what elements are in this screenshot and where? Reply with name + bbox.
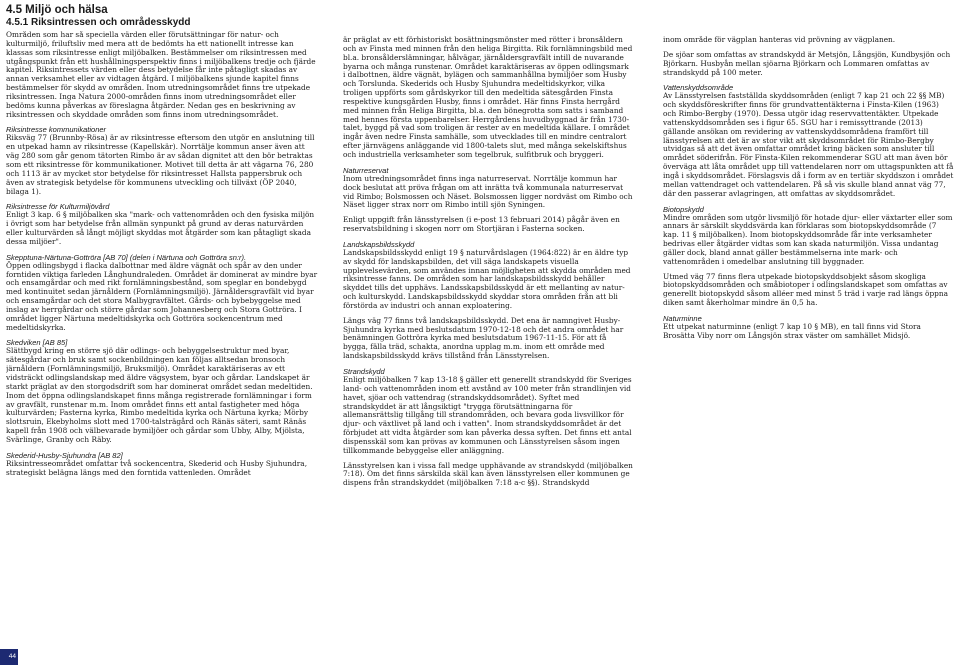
- text-column-middle: [343, 36, 633, 600]
- paragraph-naturminne: Ett utpekat naturminne (enligt 7 kap 10 § MB), en tall finns vid Stora Brosätta Viby norr om Långsjön strax väster om samhället Midsjö.: [663, 321, 921, 340]
- subheading-skepptuna: Skepptuna-Närtuna-Gottröra [AB 70] (delen i Närtuna och Gottröra sn:r).: [6, 252, 247, 262]
- paragraph-biotop-vag77: Utmed väg 77 finns flera utpekade biotopskyddsobjekt såsom skogliga biotopskyddsområden och småbiotoper i odlingslandskapet som omfattas av generellt biotopskydd såsom alléer med minst 5 träd i varje rad längs öppna diken samt åkerholmar mindre än 0,5 ha.: [663, 271, 948, 308]
- paragraph-kommunikationer: Riksväg 77 (Brunnby-Rösa) är av riksintresse eftersom den utgör en anslutning till en utpekad hamn av riksintresse (Kapellskär). Norrtälje kommun anser även att väg 280 som går genom tätorten Rimbo är av sådan dignitet att den bör betraktas som ett riksintresse för kommunikationer. Motivet till detta är att vägarna 76, 280 och 1113 är av mycket stor betydelse för riksintresset Hallsta pappersbruk och även av strategisk betydelse för kommunens utveckling och tillväxt (ÖP 2040, bilaga 1).: [6, 133, 315, 196]
- subheading-strandskydd: Strandskydd: [343, 367, 385, 376]
- page-title: 4.5 Miljö och hälsa: [6, 4, 108, 16]
- paragraph-strandskydd: Enligt miljöbalken 7 kap 13-18 § gäller ett generellt strandskydd för Sveriges land- och vattenområden inom ett avstånd av 100 meter från strandlinjen vid havet, sjöar och vattendrag (strandskyddsområdet). Syftet med strandskyddet är att långsiktigt "trygga förutsättningarna för allemansrättslig tillgång till strandområden, och bevara goda livsvillkor för djur- och växtlivet på land och i vatten". Inom strandskyddsområdet är det förbjudet att vidta åtgärder som kan påverka dessa syften. Det finns ett antal dispensskäl som kan prövas av kommunen och Länsstyrelsen såsom ingen tillkommande bebyggelse eller anläggning.: [343, 375, 632, 455]
- text-column-left: [6, 31, 318, 601]
- text-column-right: [663, 36, 954, 596]
- paragraph-biotopskydd: Mindre områden som utgör livsmiljö för hotade djur- eller växtarter eller som annars är särskilt skyddsvärda kan förklaras som biotopskyddsområde (7 kap. 11 § miljöbalken). Inom biotopskyddsområde får inte verksamheter bedrivas eller åtgärder vidtas som kan skada naturmiljön. Vissa undantag gäller dock, bland annat gäller bestämmelserna inte mark- och vattenområden i omedelbar anslutning till byggnader.: [663, 212, 953, 266]
- paragraph-strandskydd-upphavande: Länsstyrelsen kan i vissa fall medge upphävande av strandskydd (miljöbalken 7:18). Om det finns särskilda skäl kan även länsstyrelsen eller kommunen ge dispens från strandskyddet (miljöbalken 7:18 a-c §§). Strandskydd: [343, 460, 633, 488]
- paragraph-skepptuna: Öppen odlingsbygd i flacka dalbottnar med äldre vägnät och spår av den under forntiden viktiga farleden Långhundraleden. Området är dominerat av mindre byar och ensamgårdar och med rikt fornlämningsbestånd, som speglar en bondebygd med kontinuitet sedan järnåldern (Fornlämningsmiljö). Järnåldersgravfält vid byar och ensamgårdar och det stora Malbygravfältet. Gårds- och bybebyggelse med inslag av herrgårdar och större gårdar som Johannesberg och Stora Gottröra. I området ligger Närtuna medeltidskyrka och Gottröra sockencentrum med medeltidskyrka.: [6, 260, 318, 332]
- paragraph-landskapsbild: Landskapsbildsskydd enligt 19 § naturvårdslagen (1964:822) är en äldre typ av skydd för landskapsbilden, det vill säga landskapets visuella upplevelsevärden, som användes innan möjligheten att skydda områden med riksintresse fanns. De områden som har landskapsbildsskydd behåller skyddet tills det upphävs. Landsskapsbildsskydd är ett mellanting av natur- och kulturskydd. Landskapsbildsskydd skyddar stora områden från att bli förstörda av industri och annan exploatering.: [343, 247, 631, 310]
- subheading-skederid: Skederid-Husby-Sjuhundra [AB 82]: [6, 450, 123, 460]
- subheading-naturminne: Naturminne: [663, 313, 702, 323]
- paragraph-strandskydd-cont: inom område för vägplan hanteras vid prövning av vägplanen.: [663, 36, 896, 44]
- paragraph-kulturmiljo: Enligt 3 kap. 6 § miljöbalken ska "mark- och vattenområden och den fysiska miljön i övrigt som har betydelse från allmän synpunkt på grund av deras naturvärden eller kulturvärden så långt möjligt skyddas mot åtgärder som kan påtagligt skada dessa miljöer".: [6, 210, 315, 246]
- subheading-landskapsbild: Landskapsbildsskydd: [343, 239, 415, 249]
- page-number: 44: [0, 649, 18, 665]
- paragraph-skederid-cont: är präglat av ett förhistoriskt bosättningsmönster med rötter i bronsåldern och av Finsta med minnen från den heliga Birgitta. Rik fornlämningsbild med bl.a. bronsålderslämningar, hålvägar, järnåldersgravfält intill de nuvarande byarna och många runstenar. Området karaktäriseras av öppen odlingsmark i dalbottnen, äldre vägnät, bylägen och sammanhållna bymiljöer som Husby och Torslunda. Skederids och Husby Sjuhundra medeltidskyrkor, vilka troligen uppförts som gårdskyrkor till den medeltida sätesgården Finsta respektive kungsgården Husby, finns i området. Här finns Finsta herrgård med minnen från Heliga Birgitta, bl.a. den bönegrotta som satts i samband med hennes första uppenbarelser. Herrgårdens huvudbyggnad är från 1730-talet, byggd på vad som troligen är rester av en medeltida källare. I området ingår även nedre Finsta samhälle, som utvecklades till en mindre centralort efter järnvägens anläggande vid 1800-talets slut, med många sekelskiftshus och industriella verksamheter som tegelbruk, sulfitbruk och bryggeri.: [343, 36, 633, 159]
- paragraph-vag77-landskapsbild: Längs väg 77 finns två landskapsbildsskydd. Det ena är namngivet Husby-Sjuhundra kyrka med beslutsdatum 1970-12-18 och det andra området har benämningen Gottröra kyrka med beslutsdatum 1967-11-15. För att få bygga, fälla träd, schakta, anordna upplag m.m. inom ett område med landskapsbildsskydd krävs tillstånd från Länsstyrelsen.: [343, 315, 624, 361]
- paragraph-sjoar: De sjöar som omfattas av strandskydd är Metsjön, Långsjön, Kundbysjön och Björkarn. Husbyån mellan sjöarna Björkarn och Lommaren omfattas av strandskydd på 100 meter.: [663, 49, 951, 77]
- subheading-biotopskydd: Biotopskydd: [663, 204, 704, 214]
- section-heading: 4.5.1 Riksintressen och områdesskydd: [6, 17, 191, 28]
- subheading-kommunikationer: Riksintresse kommunikationer: [6, 125, 107, 135]
- paragraph-skederid: Riksintresseområdet omfattar två sockencentra, Skederid och Husby Sjuhundra, strategiskt belägna längs med den forntida vattenleden. Området: [6, 458, 308, 477]
- subheading-kulturmiljo: Riksintresse för Kulturmiljövård: [6, 202, 110, 212]
- paragraph-lansstyrelsen: Enligt uppgift från länsstyrelsen (i e-post 13 februari 2014) pågår även en reservatsbildning i skogen norr om Stortjäran i Fasterna socken.: [343, 215, 620, 234]
- subheading-vattenskydd: Vattenskyddsområde: [663, 83, 734, 93]
- paragraph-skedviken: Slättbygd kring en större sjö där odlings- och bebyggelsestruktur med byar, sätesgårdar och bruk samt sockenbildningen kan följas alltsedan bronsoch järnåldern (Fornlämningsmiljö, Bruksmiljö). Området karaktäriseras av ett vidsträckt odlingslandskap med äldre vägsystem, byar och gårdar. Landskapet är starkt präglat av den storgodsdrift som har dominerat området sedan medeltiden. Inom det öppna odlingslandskapet finns många registrerade fornlämningar i form av gravfält, runstenar m.m. Inom området finns ett antal fastigheter med höga kulturvärden; Fasterna kyrka, Rimbo medeltida kyrka och Närtuna kyrka; Mörby slottsruin, Ekebyholms slott med 1700-talsträgård och Ränäs säteri, samt Ränäs kapell från 1908 och välbevarade bymiljöer och gårdar som Ubby, Alby, Mjölsta, Svärlinge, Granby och Räby.: [6, 346, 313, 444]
- paragraph-naturreservat: Inom utredningsområdet finns inga naturreservat. Norrtälje kommun har dock beslutat att pröva frågan om att inrätta två kommunala naturreservat vid Rimbo; Bolsmossen och Näset. Bolsmossen ligger nordväst om Rimbo och Näset ligger strax norr om Rimbo intill sjön Syningen.: [343, 173, 633, 210]
- paragraph-vattenskydd: Av Länsstyrelsen fastställda skyddsområden (enligt 7 kap 21 och 22 §§ MB) och skyddsföreskrifter finns för grundvattentäkterna i Finsta-Kilen (1963) och Rimbo-Bergby (1970). Dessa utgör idag reservvattentäkter. Utpekade vattenskyddsområden ses i figur 65. SGU har i remissyttrande (2013) gällande ansökan om revidering av vattenskyddsområdena framfört till länsstyrelsen att det är av stor vikt att skyddsområdet för Rimbo-Bergby utvidgas så att det även omfattar området kring bäcken som ansluter till området söderifrån. För Finsta-Kilen rekommenderar SGU att man även bör överväga att låta området upp till vattendelaren norr om uttagspunkten att få ingå i skyddsområdet. Förslagsvis då i form av en tertiär skyddszon i området mellan vattendraget och vattendelaren. På så vis skulle bland annat väg 77, där den passerar avlagringen, att omfattas av skyddsområdet.: [663, 91, 954, 198]
- intro-paragraph: Områden som har så speciella värden eller förutsättningar för natur- och kulturmiljö, friluftsliv med mera att de bedömts ha ett nationellt intresse kan klassas som riksintresse enligt miljöbalken. Bestämmelser om riksintressen med utgångspunkt från ett hushållningsperspektiv finns i miljöbalkens tredje och fjärde kapitel. Riksintressets värden eller dess betydelse får inte påtagligt skadas av annan verksamhet eller av vidtagen åtgärd. I miljöbalkens sjunde kapitel finns bestämmelser för skydd av områden. Inom utredningsområdet finns tre utpekade riksintressen. Inga Natura 2000-områden finns inom utredningsområdet eller bedöms kunna påverkas av föreslagna åtgärder. Nedan ges en beskrivning av riksintressen och skyddade områden som finns inom utredningsområdet.: [6, 31, 316, 119]
- subheading-naturreservat: Naturreservat: [343, 165, 389, 175]
- subheading-skedviken: Skedviken [AB 85]: [6, 338, 68, 348]
